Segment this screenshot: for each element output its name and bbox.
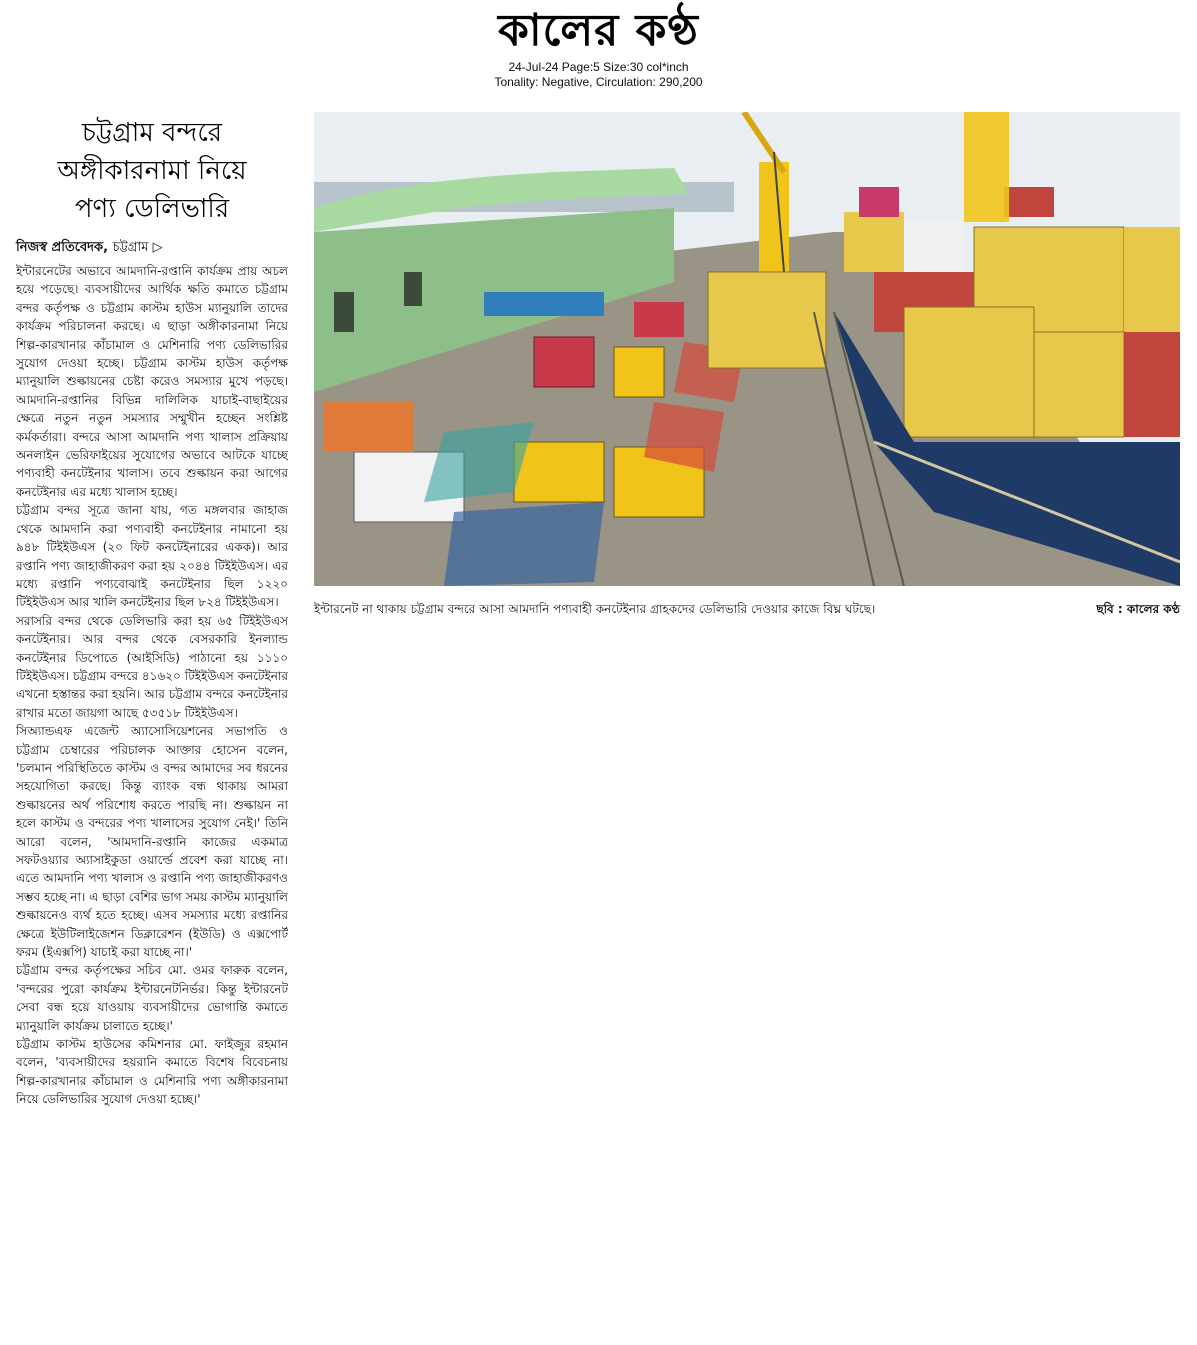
article-body xyxy=(16,262,288,1332)
headline-line-2: অঙ্গীকারনামা নিয়ে xyxy=(57,156,247,186)
port-photo xyxy=(314,112,1180,586)
byline-location: চট্টগ্রাম ▷ xyxy=(112,240,163,255)
article-headline xyxy=(14,114,290,228)
masthead xyxy=(0,2,1197,90)
article-paragraph-2: চট্টগ্রাম বন্দর সূত্রে জানা যায়, গত মঙ্গলবার জাহাজ থেকে আমদানি করা পণ্যবাহী কনটেইনার নামানো হয় ৯৪৮ টিইইউএস (২০ ফিট কনটেইনারের একক)। আর রপ্তানি পণ্য জাহাজীকরণ করা হয় ২০৪৪ টিইইউএস। এর মধ্যে রপ্তানি পণ্যবোঝাই কনটেইনার ছিল ১২২০ টিইইউএস আর খালি কনটেইনার ছিল ৮২৪ টিইইউএস। xyxy=(16,503,288,610)
clipping-info-line1: 24-Jul-24 Page:5 Size:30 col*inch xyxy=(508,60,689,74)
newspaper-logo: কালের কণ্ঠ xyxy=(498,5,699,56)
article-paragraph-1: ইন্টারনেটের অভাবে আমদানি-রপ্তানি কার্যক্রম প্রায় অচল হয়ে পড়েছে। ব্যবসায়ীদের আর্থিক ক্ষতি কমাতে চট্টগ্রাম বন্দর কর্তৃপক্ষ ও চট্টগ্রাম কাস্টম হাউস ম্যানুয়ালি তাদের কার্যক্রম পরিচালনা করছে। এ ছাড়া অঙ্গীকারনামা নিয়ে শিল্প-কারখানার কাঁচামাল ও মেশিনারি পণ্য ডেলিভারির সুযোগ দেওয়া হচ্ছে। চট্টগ্রাম কাস্টম হাউস কর্তৃপক্ষ ম্যানুয়ালি শুল্কায়নের চেষ্টা করেও সমস্যার মুখে পড়ছে। আমদানি-রপ্তানির বিভিন্ন দালিলিক যাচাই-বাছাইয়ের ক্ষেত্রে নতুন নতুন সমস্যার সম্মুখীন হচ্ছেন সংশ্লিষ্ট কর্মকর্তারা। বন্দরে আসা আমদানি পণ্য খালাস প্রক্রিয়ায় অনলাইন ভেরিফাইয়ের সুযোগের অভাবে আটকে যাচ্ছে পণ্যবাহী কনটেইনার খালাস। তবে শুল্কায়ন করা আগের কনটেইনার এর মধ্যে খালাস হচ্ছে। xyxy=(16,264,288,499)
article-paragraph-6: চট্টগ্রাম কাস্টম হাউসের কমিশনার মো. ফাইজুর রহমান বলেন, 'ব্যবসায়ীদের হয়রানি কমাতে বিশেষ বিবেচনায় শিল্প-কারখানার কাঁচামাল ও মেশিনারি পণ্য অঙ্গীকারনামা নিয়ে ডেলিভারির সুযোগ দেওয়া হচ্ছে।' xyxy=(16,1037,288,1107)
article-paragraph-5: চট্টগ্রাম বন্দর কর্তৃপক্ষের সচিব মো. ওমর ফারুক বলেন, 'বন্দরের পুরো কার্যক্রম ইন্টারনেটনির্ভর। কিন্তু ইন্টারনেট সেবা বন্ধ হয়ে যাওয়ায় ব্যবসায়ীদের ভোগান্তি কমাতে ম্যানুয়ালি কার্যক্রম চালাতে হচ্ছে।' xyxy=(16,963,288,1033)
photo-caption-row xyxy=(314,600,1180,618)
article-paragraph-4: সিঅ্যান্ডএফ এজেন্ট অ্যাসোসিয়েশনের সভাপতি ও চট্টগ্রাম চেম্বারের পরিচালক আক্তার হোসেন বলেন, 'চলমান পরিস্থিতিতে কাস্টম ও বন্দর আমাদের সব ধরনের সহযোগিতা করছে। কিন্তু ব্যাংক বন্ধ থাকায় আমরা শুল্কায়নের অর্থ পরিশোধ করতে পারছি না। শুল্কায়ন না হলে কাস্টম ও বন্দরের পণ্য খালাসের সুযোগ নেই।' তিনি আরো বলেন, 'আমদানি-রপ্তানি কাজের একমাত্র সফটওয়্যার অ্যাসাইকুডা ওয়ার্ল্ডে প্রবেশ করা যাচ্ছে না। এতে আমদানি পণ্য খালাস ও রপ্তানি পণ্য জাহাজীকরণও সম্ভব হচ্ছে না। এ ছাড়া বেশির ভাগ সময় কাস্টম ম্যানুয়ালি শুল্কায়নেও ব্যর্থ হতে হচ্ছে। এসব সমস্যার মধ্যে রপ্তানির ক্ষেত্রে ইউটিলাইজেশন ডিক্লারেশন (ইউডি) ও এক্সপোর্ট ফরম (ইএক্সপি) যাচাই করা যাচ্ছে না।' xyxy=(16,724,288,960)
byline-reporter: নিজস্ব প্রতিবেদক, xyxy=(16,240,109,255)
port-illustration xyxy=(314,112,1180,586)
headline-line-3: পণ্য ডেলিভারি xyxy=(74,194,230,224)
photo-credit: ছবি : কালের কণ্ঠ xyxy=(1096,602,1180,616)
headline-line-1: চট্টগ্রাম বন্দরে xyxy=(81,118,223,148)
hanging-container xyxy=(708,272,826,368)
article-paragraph-3: সরাসরি বন্দর থেকে ডেলিভারি করা হয় ৬৫ টিইইউএস কনটেইনার। আর বন্দর থেকে বেসরকারি ইনল্যান্ড কনটেইনার ডিপোতে (আইসিডি) পাঠানো হয় ১১১০ টিইইউএস। চট্টগ্রাম বন্দরে ৪১৬২০ টিইইউএস কনটেইনার এখনো হস্তান্তর করা হয়নি। আর চট্টগ্রাম বন্দরে কনটেইনার রাখার মতো জায়গা আছে ৫৩৫১৮ টিইইউএস। xyxy=(16,613,288,720)
ship-crane xyxy=(964,112,1009,222)
clipping-info-line2: Tonality: Negative, Circulation: 290,200 xyxy=(494,75,703,89)
byline xyxy=(16,238,288,259)
photo-caption: ইন্টারনেট না থাকায় চট্টগ্রাম বন্দরে আসা আমদানি পণ্যবাহী কনটেইনার গ্রাহকদের ডেলিভারি দেওয়ার কাজে বিঘ্ন ঘটছে। xyxy=(314,602,876,616)
